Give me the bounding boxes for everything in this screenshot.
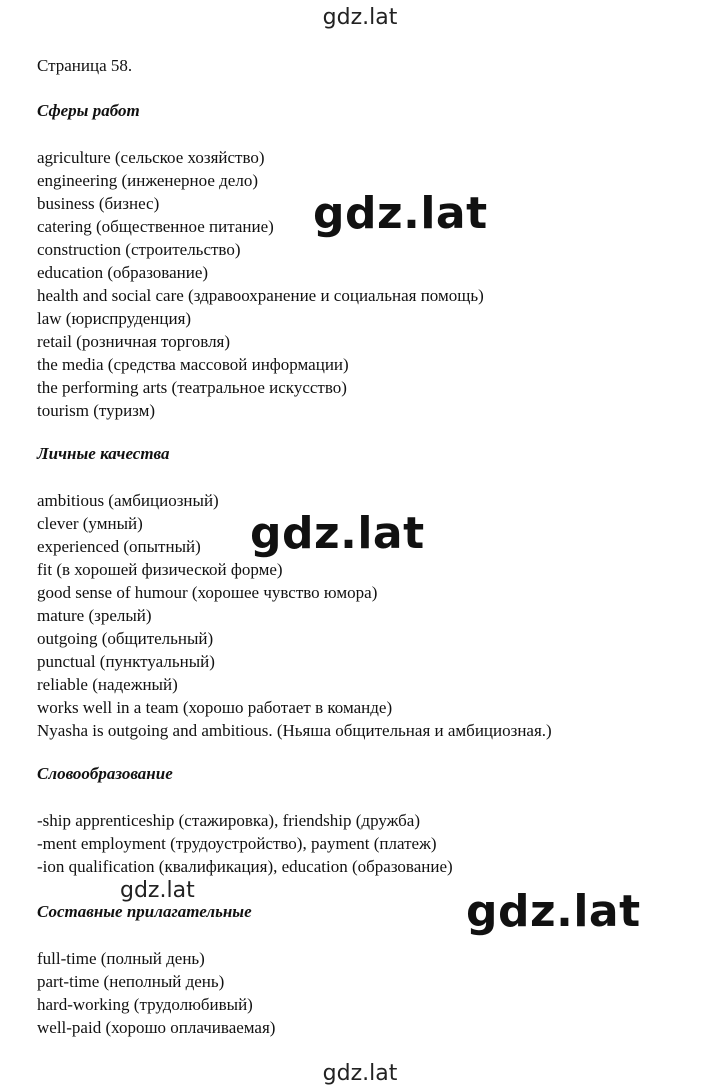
section-heading-work-areas: Сферы работ <box>37 101 140 120</box>
list-item: business (бизнес) <box>37 194 160 213</box>
watermark-small: gdz.lat <box>120 878 195 903</box>
list-item: outgoing (общительный) <box>37 629 214 648</box>
list-item: fit (в хорошей физической форме) <box>37 560 283 579</box>
list-item: well-paid (хорошо оплачиваемая) <box>37 1018 276 1037</box>
list-item: engineering (инженерное дело) <box>37 171 258 190</box>
watermark-large: gdz.lat <box>466 886 641 937</box>
list-item: tourism (туризм) <box>37 401 156 420</box>
section-heading-word-formation: Словообразование <box>37 764 173 783</box>
list-item: -ion qualification (квалификация), education (образование) <box>37 857 453 876</box>
watermark-top: gdz.lat <box>322 5 398 30</box>
list-item: reliable (надежный) <box>37 675 178 694</box>
list-item: works well in a team (хорошо работает в команде) <box>37 698 393 717</box>
list-item: experienced (опытный) <box>37 537 201 556</box>
list-item: Nyasha is outgoing and ambitious. (Ньяша общительная и амбициозная.) <box>37 721 552 740</box>
section-heading-compound-adjectives: Составные прилагательные <box>37 902 252 921</box>
list-item: health and social care (здравоохранение и социальная помощь) <box>37 286 484 305</box>
list-item: construction (строительство) <box>37 240 241 259</box>
list-item: part-time (неполный день) <box>37 972 225 991</box>
section-heading-personal-qualities: Личные качества <box>37 444 170 463</box>
list-item: education (образование) <box>37 263 209 282</box>
list-item: catering (общественное питание) <box>37 217 274 236</box>
watermark-large: gdz.lat <box>313 188 488 239</box>
list-item: the performing arts (театральное искусство) <box>37 378 347 397</box>
list-item: retail (розничная торговля) <box>37 332 231 351</box>
page-label: Страница 58. <box>37 56 133 75</box>
list-item: clever (умный) <box>37 514 143 533</box>
list-item: the media (средства массовой информации) <box>37 355 349 374</box>
list-item: punctual (пунктуальный) <box>37 652 215 671</box>
compound-adjectives-list <box>37 947 275 1039</box>
list-item: ambitious (амбициозный) <box>37 491 219 510</box>
list-item: mature (зрелый) <box>37 606 152 625</box>
list-item: full-time (полный день) <box>37 949 205 968</box>
watermark-large: gdz.lat <box>250 508 425 559</box>
word-formation-list <box>37 809 453 878</box>
list-item: agriculture (сельское хозяйство) <box>37 148 265 167</box>
list-item: -ship apprenticeship (стажировка), friendship (дружба) <box>37 811 421 830</box>
list-item: law (юриспруденция) <box>37 309 192 328</box>
watermark-bottom: gdz.lat <box>322 1061 398 1086</box>
list-item: hard-working (трудолюбивый) <box>37 995 253 1014</box>
list-item: good sense of humour (хорошее чувство юмора) <box>37 583 378 602</box>
list-item: -ment employment (трудоустройство), payment (платеж) <box>37 834 437 853</box>
